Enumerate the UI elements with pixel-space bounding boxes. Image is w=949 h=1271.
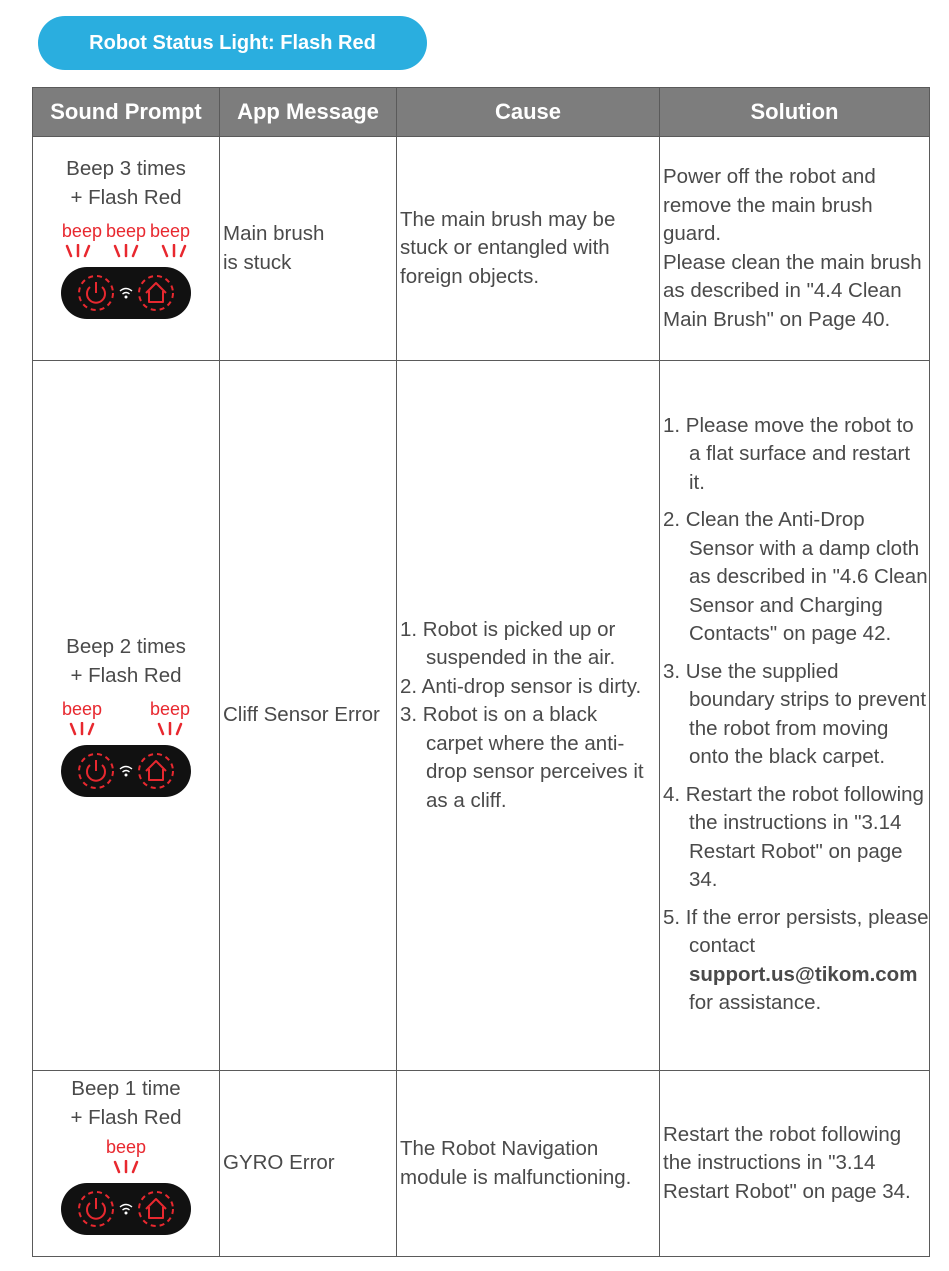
list-item: 4. Restart the robot following the instructions in "3.14 Restart Robot" on page 34. [663,782,924,891]
support-email[interactable]: support.us@tikom.com [689,962,918,986]
beep-label: beep [150,221,191,241]
sound-waves-icon [157,244,191,258]
cause-cell: The main brush may be stuck or entangled with foreign objects. [397,137,660,361]
section-title-badge: Robot Status Light: Flash Red [38,16,427,70]
sound-prompt-cell [33,361,220,1071]
header-app-message: App Message [220,88,397,137]
robot-button-panel-icon [60,1182,192,1236]
beep-label: beep [61,221,102,241]
cause-cell: The Robot Navigation module is malfunctioning. [397,1071,660,1257]
list-item: 1. Robot is picked up or suspended in the air. [400,617,616,670]
sound-prompt-cell [33,1071,220,1257]
sound-waves-icon [153,722,187,736]
app-message-cell: GYRO Error [220,1071,397,1257]
list-item: 2. Anti-drop sensor is dirty. [400,674,642,698]
beep-indicator [33,220,219,258]
sound-prompt-text: Beep 3 times + Flash Red [66,157,186,209]
solution-cell [660,361,930,1071]
cause-list [400,616,659,816]
beep-indicator [33,1136,219,1174]
beep-label: beep [106,1136,146,1174]
header-cause: Cause [397,88,660,137]
solution-cell: Power off the robot and remove the main brush guard. Please clean the main brush as described in "4.4 Clean Main Brush" on Page 40. [660,137,930,361]
cause-cell [397,361,660,1071]
table-row [33,1071,930,1257]
app-message-cell: Main brush is stuck [220,137,397,361]
sound-waves-icon [65,722,99,736]
list-item: 1. Please move the robot to a flat surface and restart it. [663,413,914,494]
troubleshooting-table [32,87,930,1257]
header-solution: Solution [660,88,930,137]
beep-indicator [33,698,219,736]
robot-button-panel-icon [60,266,192,320]
sound-prompt-cell [33,137,220,361]
sound-prompt-text: Beep 2 times + Flash Red [66,635,186,687]
sound-prompt-text: Beep 1 time + Flash Red [70,1077,182,1129]
list-item: 3. Robot is on a black carpet where the anti-drop sensor perceives it as a cliff. [400,703,644,812]
robot-button-panel-icon [60,744,192,798]
list-item: 5. If the error persists, please contact support.us@tikom.com for assistance. [663,905,929,1014]
beep-label: beep [62,698,102,736]
beep-label: beep [105,221,147,241]
sound-waves-icon [109,1160,143,1174]
app-message-cell: Cliff Sensor Error [220,361,397,1071]
table-header-row [33,88,930,137]
table-row [33,137,930,361]
header-sound-prompt: Sound Prompt [33,88,220,137]
beep-label: beep [150,698,190,736]
list-item: 2. Clean the Anti-Drop Sensor with a damp cloth as described in "4.6 Clean Sensor and Charging Contacts" on page 42. [663,508,928,645]
sound-waves-icon [61,244,95,258]
list-item: 3. Use the supplied boundary strips to prevent the robot from moving onto the black carpet. [663,659,927,768]
table-row [33,361,930,1071]
solution-cell: Restart the robot following the instructions in "3.14 Restart Robot" on page 34. [660,1071,930,1257]
sound-waves-icon [109,244,143,258]
solution-list [663,412,929,1018]
